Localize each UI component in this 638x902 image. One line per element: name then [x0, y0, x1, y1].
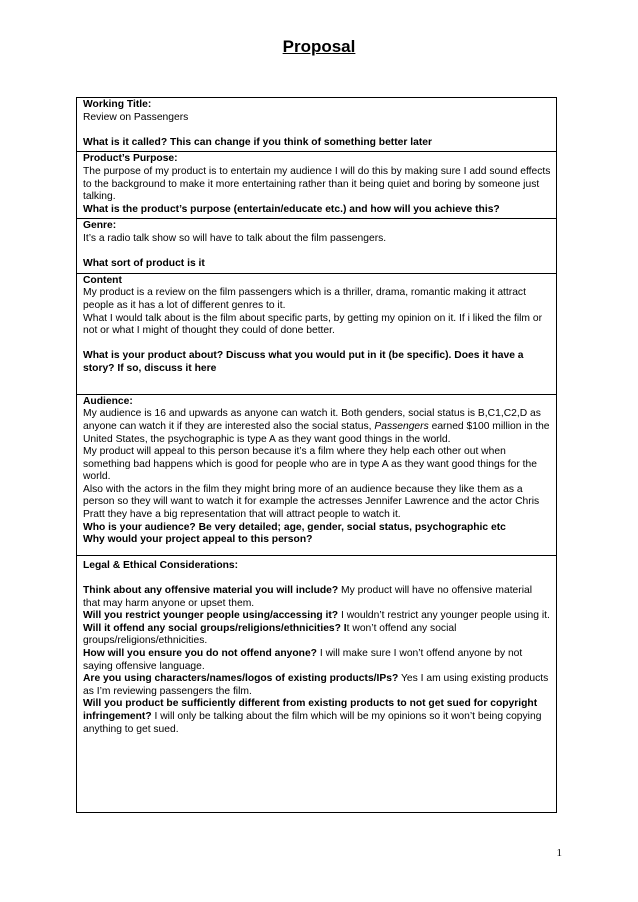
legal-section: [77, 555, 556, 812]
proposal-table: [76, 97, 557, 813]
legal-question: How will you ensure you do not offend anyone?: [83, 648, 317, 659]
purpose-heading: Product’s Purpose:: [83, 153, 178, 165]
working-title-prompt: What is it called? This can change if you think of something better later: [83, 136, 432, 148]
legal-answer: t won’t offend any social groups/religions/ethnicities.: [83, 622, 457, 647]
content-section: [77, 273, 556, 394]
legal-question: Will you restrict younger people using/accessing it?: [83, 610, 339, 622]
working-title-section: [77, 98, 556, 151]
audience-prompt-2: Why would your project appeal to this person?: [83, 534, 313, 546]
page-number: 1: [556, 847, 562, 859]
legal-answer: I will only be talking about the film which will be my opinions so it won’t being copying anything to get sued.: [83, 710, 542, 735]
audience-section: [77, 394, 556, 555]
legal-answer: My product will have no offensive material that may harm anyone or upset them.: [83, 585, 533, 609]
purpose-prompt: What is the product’s purpose (entertain/educate etc.) and how will you achieve this?: [83, 203, 500, 215]
working-title-heading: Working Title:: [83, 99, 152, 110]
legal-answer: I will make sure I won’t offend anyone by not saying offensive language.: [83, 648, 523, 672]
purpose-section: [77, 151, 556, 218]
genre-heading: Genre:: [83, 220, 117, 232]
legal-item: [83, 585, 551, 610]
legal-question: Think about any offensive material you will include?: [83, 585, 339, 597]
audience-text-3: Also with the actors in the film they might bring more of an audience because they like them as a person so they will want to watch it for example the actresses Jennifer Lawrence and the actor Chris Pratt they have a big representation that will attract people to watch it.: [83, 483, 540, 521]
legal-item: [83, 648, 551, 673]
legal-question: Will it offend any social groups/religions/ethnicities? I: [83, 622, 347, 634]
content-text-1: My product is a review on the film passengers which is a thriller, drama, romantic making it attract people as it has a lot of different genres to it.: [83, 287, 526, 311]
legal-item: [83, 610, 551, 623]
legal-question: Are you using characters/names/logos of existing products/IPs?: [83, 673, 399, 685]
purpose-text: The purpose of my product is to entertain my audience I will do this by making sure I add sound effects to the background to make it more entertaining rather than it being quiet and boring by someone just talking.: [83, 165, 551, 203]
audience-text-1: [83, 408, 551, 446]
genre-text: It’s a radio talk show so will have to talk about the film passengers.: [83, 232, 387, 244]
legal-answer: Yes I am using existing products as I’m reviewing passengers the film.: [83, 673, 549, 697]
content-text-2: What I would talk about is the film about specific parts, by getting my opinion on it. If i liked the film or not or what I might of thought they could of done better.: [83, 312, 543, 337]
legal-question: Will you product be sufficiently different from existing products to not get sued for copyright infringement?: [83, 698, 538, 722]
legal-heading: Legal & Ethical Considerations:: [83, 559, 239, 571]
audience-text-1a: My audience is 16 and upwards as anyone can watch it. Both genders, social status is B,C1,C2,D as anyone can watch it if they are interested also the social status,: [83, 408, 541, 432]
content-prompt: What is your product about? Discuss what you would put in it (be specific). Does it have a story? If so, discuss it here: [83, 350, 524, 374]
legal-answer: I wouldn’t restrict any younger people using it.: [338, 610, 550, 622]
working-title-value: Review on Passengers: [83, 111, 189, 123]
content-heading: Content: [83, 274, 122, 286]
audience-text-2: My product will appeal to this person because it’s a film where they help each other out when something bad happens which is good for people who are in type A as they want good things for the world.: [83, 446, 537, 483]
legal-item: [83, 673, 551, 698]
genre-section: [77, 218, 556, 272]
audience-text-1b: earned $100 million in the United States, the psychographic is type A as they want good things in the world.: [83, 420, 550, 445]
page-title: Proposal: [282, 37, 356, 56]
legal-item: [83, 698, 551, 736]
legal-item: [83, 623, 551, 648]
audience-film-title: Passengers: [374, 420, 429, 432]
genre-prompt: What sort of product is it: [83, 258, 205, 270]
audience-prompt-1: Who is your audience? Be very detailed; age, gender, social status, psychographic etc: [83, 521, 506, 533]
audience-heading: Audience:: [83, 395, 133, 407]
